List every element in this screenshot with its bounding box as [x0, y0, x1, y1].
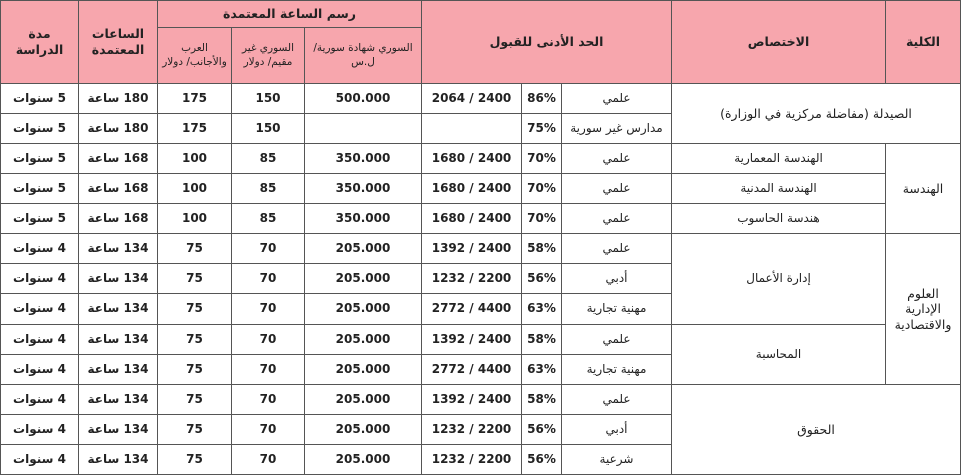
fee-foreign-cell: 100 [158, 144, 232, 174]
fee-syp-cell: 500.000 [305, 84, 422, 114]
header-fees-group: رسم الساعة المعتمدة [158, 1, 422, 28]
percentage-cell: 70% [522, 174, 562, 204]
percentage-cell: 58% [522, 234, 562, 264]
college-cell-law: الحقوق [672, 384, 961, 474]
branch-cell: مهنية تجارية [562, 294, 672, 324]
percentage-cell: 70% [522, 204, 562, 234]
credit-hours-cell: 134 ساعة [79, 444, 158, 474]
credit-hours-cell: 180 ساعة [79, 114, 158, 144]
header-college: الكلية [886, 1, 961, 84]
fee-foreign-cell: 75 [158, 354, 232, 384]
branch-cell: علمي [562, 384, 672, 414]
score-cell: 2400 / 1680 [422, 144, 522, 174]
fee-syp-cell: 205.000 [305, 324, 422, 354]
fee-syp-cell: 205.000 [305, 414, 422, 444]
specialization-cell-architecture: الهندسة المعمارية [672, 144, 886, 174]
duration-cell: 4 سنوات [1, 414, 79, 444]
fee-foreign-cell: 100 [158, 174, 232, 204]
score-cell: 2400 / 1392 [422, 324, 522, 354]
fee-syp-cell: 350.000 [305, 174, 422, 204]
credit-hours-cell: 168 ساعة [79, 204, 158, 234]
credit-hours-cell: 134 ساعة [79, 234, 158, 264]
fee-syp-cell: 205.000 [305, 384, 422, 414]
branch-cell: أدبي [562, 414, 672, 444]
percentage-cell: 56% [522, 414, 562, 444]
credit-hours-cell: 180 ساعة [79, 84, 158, 114]
fee-syp-cell [305, 114, 422, 144]
duration-cell: 4 سنوات [1, 384, 79, 414]
credit-hours-cell: 134 ساعة [79, 414, 158, 444]
branch-cell: مدارس غير سورية [562, 114, 672, 144]
specialization-cell-computer: هندسة الحاسوب [672, 204, 886, 234]
fee-syp-cell: 205.000 [305, 264, 422, 294]
fee-nonresident-cell: 70 [232, 294, 305, 324]
fee-nonresident-cell: 70 [232, 324, 305, 354]
score-cell: 2400 / 1392 [422, 384, 522, 414]
fee-syp-cell: 205.000 [305, 444, 422, 474]
percentage-cell: 70% [522, 144, 562, 174]
percentage-cell: 63% [522, 354, 562, 384]
duration-cell: 4 سنوات [1, 444, 79, 474]
duration-cell: 5 سنوات [1, 174, 79, 204]
fee-nonresident-cell: 70 [232, 264, 305, 294]
fee-foreign-cell: 75 [158, 384, 232, 414]
duration-cell: 5 سنوات [1, 204, 79, 234]
table-row [1, 324, 961, 354]
fee-foreign-cell: 75 [158, 234, 232, 264]
fee-nonresident-cell: 70 [232, 414, 305, 444]
fee-syp-cell: 350.000 [305, 144, 422, 174]
score-cell: 2400 / 1680 [422, 174, 522, 204]
percentage-cell: 58% [522, 384, 562, 414]
percentage-cell: 58% [522, 324, 562, 354]
branch-cell: علمي [562, 234, 672, 264]
score-cell: 4400 / 2772 [422, 294, 522, 324]
table-row [1, 174, 961, 204]
score-cell: 2400 / 1392 [422, 234, 522, 264]
table-row [1, 204, 961, 234]
credit-hours-cell: 134 ساعة [79, 264, 158, 294]
fee-foreign-cell: 75 [158, 294, 232, 324]
college-cell-pharmacy: الصيدلة (مفاضلة مركزية في الوزارة) [672, 84, 961, 144]
duration-cell: 5 سنوات [1, 114, 79, 144]
score-cell [422, 114, 522, 144]
table-row [1, 234, 961, 264]
duration-cell: 4 سنوات [1, 294, 79, 324]
fee-foreign-cell: 75 [158, 264, 232, 294]
percentage-cell: 56% [522, 264, 562, 294]
fee-foreign-cell: 100 [158, 204, 232, 234]
specialization-cell-accounting: المحاسبة [672, 324, 886, 384]
fee-nonresident-cell: 85 [232, 174, 305, 204]
branch-cell: علمي [562, 84, 672, 114]
fee-foreign-cell: 75 [158, 414, 232, 444]
header-credit-hours: الساعات المعتمدة [79, 1, 158, 84]
duration-cell: 5 سنوات [1, 84, 79, 114]
header-fee-arab-foreign: العرب والأجانب/ دولار [158, 28, 232, 84]
score-cell: 2400 / 1680 [422, 204, 522, 234]
credit-hours-cell: 168 ساعة [79, 174, 158, 204]
percentage-cell: 86% [522, 84, 562, 114]
score-cell: 4400 / 2772 [422, 354, 522, 384]
fee-foreign-cell: 75 [158, 324, 232, 354]
fee-nonresident-cell: 85 [232, 144, 305, 174]
fee-syp-cell: 350.000 [305, 204, 422, 234]
specialization-cell-business-admin: إدارة الأعمال [672, 234, 886, 324]
branch-cell: علمي [562, 204, 672, 234]
credit-hours-cell: 168 ساعة [79, 144, 158, 174]
header-study-duration: مدة الدراسة [1, 1, 79, 84]
fee-foreign-cell: 175 [158, 114, 232, 144]
score-cell: 2200 / 1232 [422, 264, 522, 294]
fee-syp-cell: 205.000 [305, 294, 422, 324]
fee-foreign-cell: 175 [158, 84, 232, 114]
score-cell: 2200 / 1232 [422, 414, 522, 444]
table-row [1, 84, 961, 114]
percentage-cell: 56% [522, 444, 562, 474]
credit-hours-cell: 134 ساعة [79, 354, 158, 384]
specialization-cell-civil: الهندسة المدنية [672, 174, 886, 204]
table-row [1, 384, 961, 414]
fee-foreign-cell: 75 [158, 444, 232, 474]
duration-cell: 5 سنوات [1, 144, 79, 174]
branch-cell: علمي [562, 324, 672, 354]
fee-nonresident-cell: 70 [232, 384, 305, 414]
fee-nonresident-cell: 150 [232, 114, 305, 144]
header-specialization: الاختصاص [672, 1, 886, 84]
branch-cell: مهنية تجارية [562, 354, 672, 384]
fee-syp-cell: 205.000 [305, 354, 422, 384]
credit-hours-cell: 134 ساعة [79, 384, 158, 414]
fee-nonresident-cell: 85 [232, 204, 305, 234]
percentage-cell: 63% [522, 294, 562, 324]
score-cell: 2400 / 2064 [422, 84, 522, 114]
college-cell-engineering: الهندسة [886, 144, 961, 234]
branch-cell: علمي [562, 144, 672, 174]
credit-hours-cell: 134 ساعة [79, 294, 158, 324]
duration-cell: 4 سنوات [1, 234, 79, 264]
score-cell: 2200 / 1232 [422, 444, 522, 474]
duration-cell: 4 سنوات [1, 264, 79, 294]
fee-nonresident-cell: 70 [232, 354, 305, 384]
duration-cell: 4 سنوات [1, 324, 79, 354]
fee-syp-cell: 205.000 [305, 234, 422, 264]
fee-nonresident-cell: 70 [232, 444, 305, 474]
header-fee-syrian-cert: السوري شهادة سورية/ ل.س [305, 28, 422, 84]
fee-nonresident-cell: 70 [232, 234, 305, 264]
branch-cell: شرعية [562, 444, 672, 474]
header-min-admission: الحد الأدنى للقبول [422, 1, 672, 84]
table-row [1, 144, 961, 174]
college-cell-admin-econ: العلوم الإدارية والاقتصادية [886, 234, 961, 384]
fee-nonresident-cell: 150 [232, 84, 305, 114]
duration-cell: 4 سنوات [1, 354, 79, 384]
credit-hours-cell: 134 ساعة [79, 324, 158, 354]
percentage-cell: 75% [522, 114, 562, 144]
branch-cell: علمي [562, 174, 672, 204]
branch-cell: أدبي [562, 264, 672, 294]
header-fee-syrian-nonresident: السوري غير مقيم/ دولار [232, 28, 305, 84]
